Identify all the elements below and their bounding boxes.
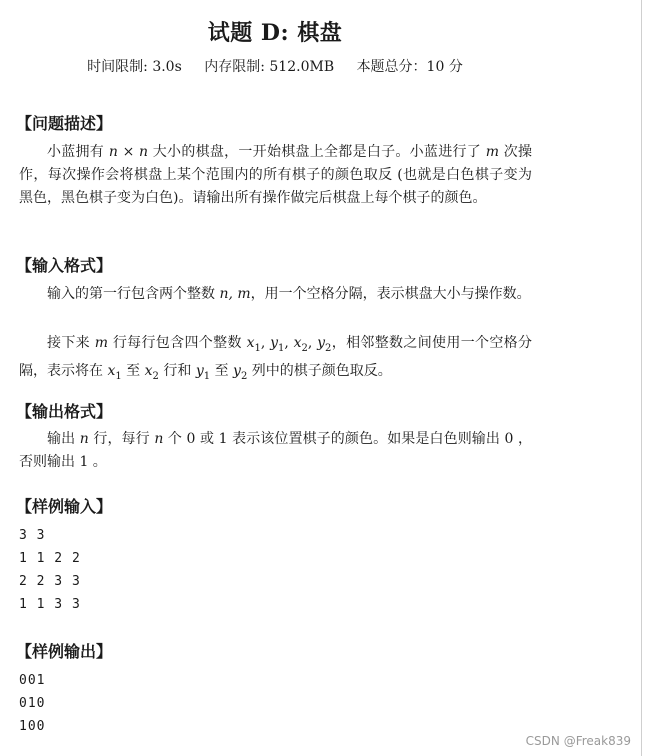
- csdn-watermark: CSDN @Freak839: [525, 734, 631, 748]
- sample-output-heading: 【样例输出】: [16, 642, 113, 661]
- sample-output-block: [19, 669, 45, 738]
- time-limit: 时间限制: 3.0s: [87, 59, 182, 75]
- input-heading: 【输入格式】: [16, 256, 113, 275]
- total-score: 本题总分：10 分: [356, 59, 463, 75]
- description-paragraph: 小蓝拥有 n × n 大小的棋盘，一开始棋盘上全都是白子。小蓝进行了 m 次操作，每次操作会将棋盘上某个范围内的所有棋子的颜色取反 (也就是白色棋子变为黑色，黑色棋子变为白色)。请输出所有操作做完后棋盘上每个棋子的颜色。: [19, 144, 533, 206]
- sample-input-line: 1 1 3 3: [19, 597, 81, 612]
- sample-input-block: [19, 524, 81, 616]
- input-paragraph-1: 输入的第一行包含两个整数 n, m，用一个空格分隔，表示棋盘大小与操作数。: [47, 286, 531, 302]
- sample-input-heading: 【样例输入】: [16, 497, 113, 516]
- page-edge-divider: [641, 0, 642, 756]
- sample-output-line: 010: [19, 696, 46, 711]
- limits-line: [0, 56, 550, 76]
- problem-title: 试题 D: 棋盘: [207, 20, 343, 46]
- sample-input-line: 3 3: [19, 528, 46, 543]
- memory-limit: 内存限制: 512.0MB: [204, 59, 335, 75]
- sample-input-line: 2 2 3 3: [19, 574, 81, 589]
- description-heading: 【问题描述】: [16, 114, 113, 133]
- sample-output-line: 001: [19, 673, 46, 688]
- sample-output-line: 100: [19, 719, 46, 734]
- output-paragraph: 输出 n 行，每行 n 个 0 或 1 表示该位置棋子的颜色。如果是白色则输出 0 ，否则输出 1 。: [19, 431, 533, 470]
- output-heading: 【输出格式】: [16, 402, 113, 421]
- sample-input-line: 1 1 2 2: [19, 551, 81, 566]
- input-paragraph-2: 接下来 m 行每行包含四个整数 $x_1$, $y_1$, $x_2$, $y_2$，相邻整数之间使用一个空格分隔，表示将在 $x_1$ 至 $x_2$ 行和 $y_1$ 至 $y_2$ 列中的棋子颜色取反。: [19, 335, 533, 382]
